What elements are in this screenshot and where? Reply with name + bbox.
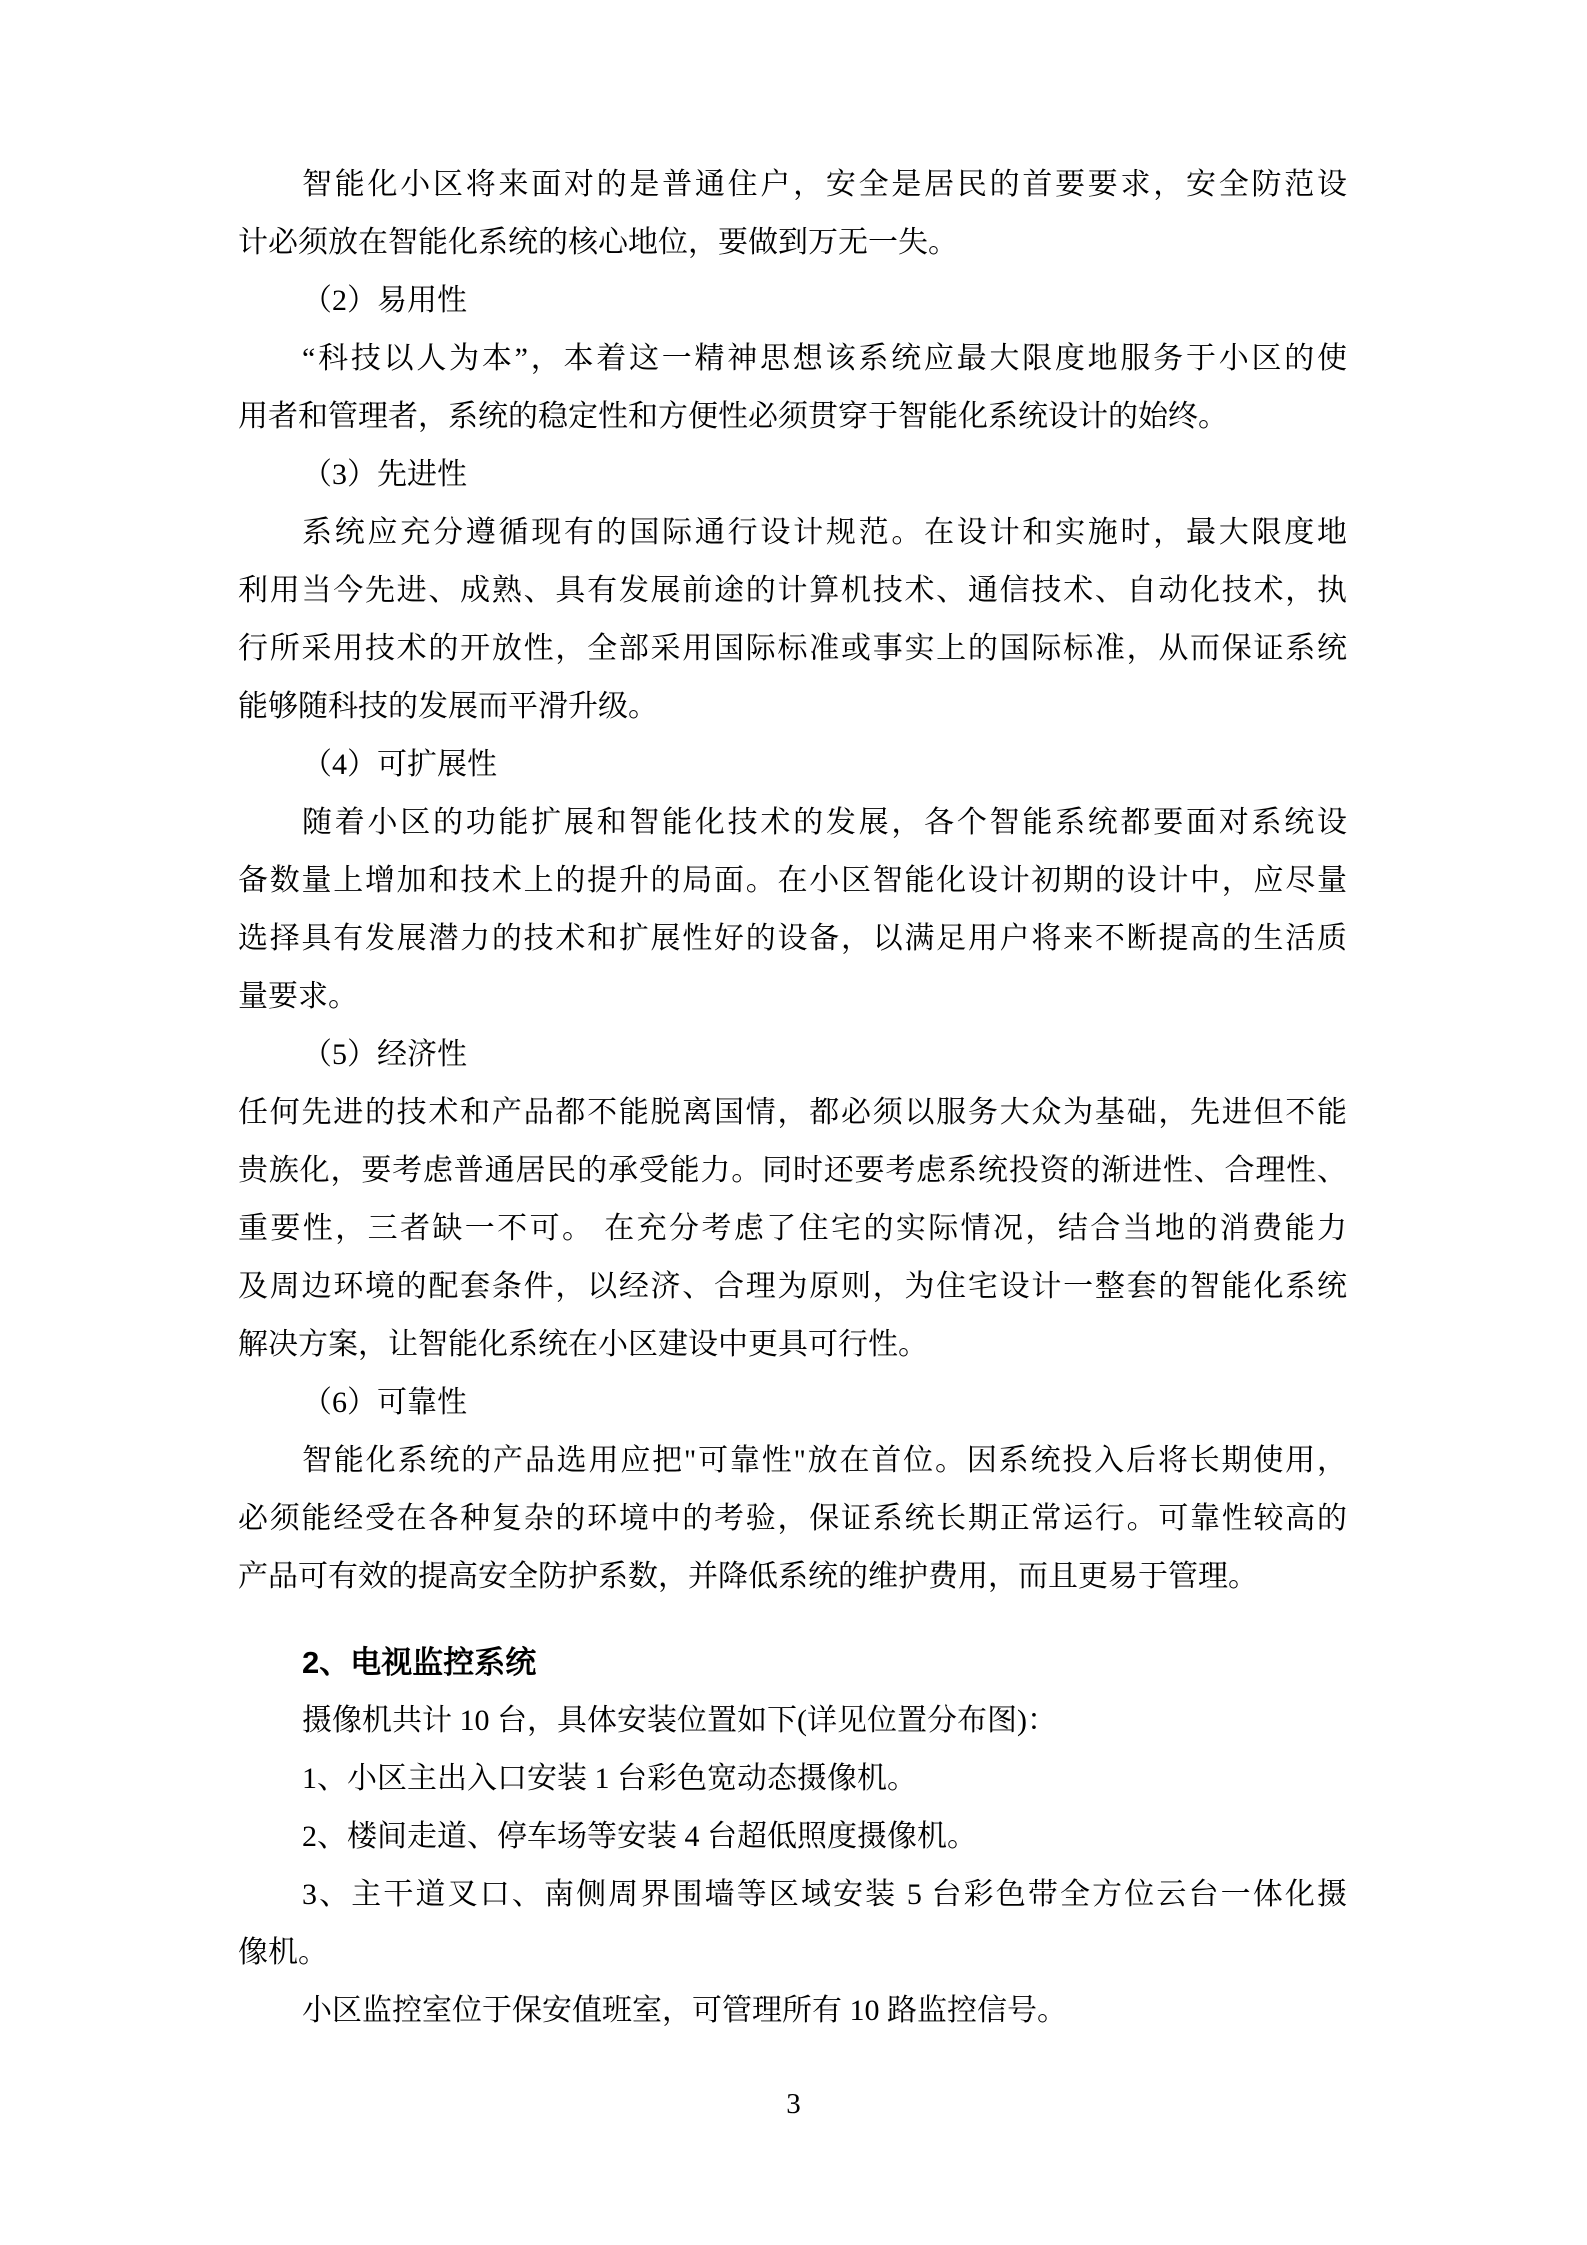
- text-line: 摄像机共计 10 台，具体安装位置如下(详见位置分布图)：: [302, 1704, 1057, 1737]
- text-line: 2、楼间走道、停车场等安装 4 台超低照度摄像机。: [302, 1820, 977, 1853]
- text-line: 计必须放在智能化系统的核心地位，要做到万无一失。: [238, 226, 958, 259]
- text-line: 选择具有发展潜力的技术和扩展性好的设备，以满足用户将来不断提高的生活质: [238, 922, 1347, 955]
- text-line: 随着小区的功能扩展和智能化技术的发展，各个智能系统都要面对系统设: [302, 806, 1347, 839]
- text-line: 3、主干道叉口、南侧周界围墙等区域安装 5 台彩色带全方位云台一体化摄: [302, 1878, 1347, 1911]
- text-line: “科技以人为本”，本着这一精神思想该系统应最大限度地服务于小区的使: [302, 342, 1347, 375]
- section-heading: 2、电视监控系统: [302, 1645, 537, 1680]
- text-line: （2）易用性: [302, 284, 467, 317]
- text-line: （3）先进性: [302, 458, 467, 491]
- page-number: 3: [786, 2088, 801, 2120]
- text-line: 智能化系统的产品选用应把"可靠性"放在首位。因系统投入后将长期使用，: [302, 1444, 1347, 1477]
- text-line: 贵族化，要考虑普通居民的承受能力。同时还要考虑系统投资的渐进性、合理性、: [238, 1154, 1347, 1187]
- text-line: 及周边环境的配套条件，以经济、合理为原则，为住宅设计一整套的智能化系统: [238, 1270, 1347, 1303]
- text-line: （6）可靠性: [302, 1386, 467, 1419]
- text-line: 系统应充分遵循现有的国际通行设计规范。在设计和实施时，最大限度地: [302, 516, 1347, 549]
- text-line: 量要求。: [238, 980, 358, 1013]
- text-line: 像机。: [238, 1936, 328, 1969]
- text-line: 任何先进的技术和产品都不能脱离国情，都必须以服务大众为基础，先进但不能: [238, 1096, 1347, 1129]
- text-line: 小区监控室位于保安值班室，可管理所有 10 路监控信号。: [302, 1994, 1067, 2027]
- text-line: 能够随科技的发展而平滑升级。: [238, 690, 658, 723]
- text-line: 产品可有效的提高安全防护系数，并降低系统的维护费用，而且更易于管理。: [238, 1560, 1258, 1593]
- text-line: 重要性，三者缺一不可。 在充分考虑了住宅的实际情况，结合当地的消费能力: [238, 1212, 1347, 1245]
- text-line: 行所采用技术的开放性，全部采用国际标准或事实上的国际标准，从而保证系统: [238, 632, 1347, 665]
- text-line: （4）可扩展性: [302, 748, 497, 781]
- text-line: 必须能经受在各种复杂的环境中的考验，保证系统长期正常运行。可靠性较高的: [238, 1502, 1347, 1535]
- text-line: 解决方案，让智能化系统在小区建设中更具可行性。: [238, 1328, 928, 1361]
- text-line: 利用当今先进、成熟、具有发展前途的计算机技术、通信技术、自动化技术，执: [238, 574, 1347, 607]
- text-line: 备数量上增加和技术上的提升的局面。在小区智能化设计初期的设计中，应尽量: [238, 864, 1347, 897]
- text-line: 1、小区主出入口安装 1 台彩色宽动态摄像机。: [302, 1762, 917, 1795]
- text-line: （5）经济性: [302, 1038, 467, 1071]
- text-line: 用者和管理者，系统的稳定性和方便性必须贯穿于智能化系统设计的始终。: [238, 400, 1228, 433]
- text-line: 智能化小区将来面对的是普通住户，安全是居民的首要要求，安全防范设: [302, 168, 1347, 201]
